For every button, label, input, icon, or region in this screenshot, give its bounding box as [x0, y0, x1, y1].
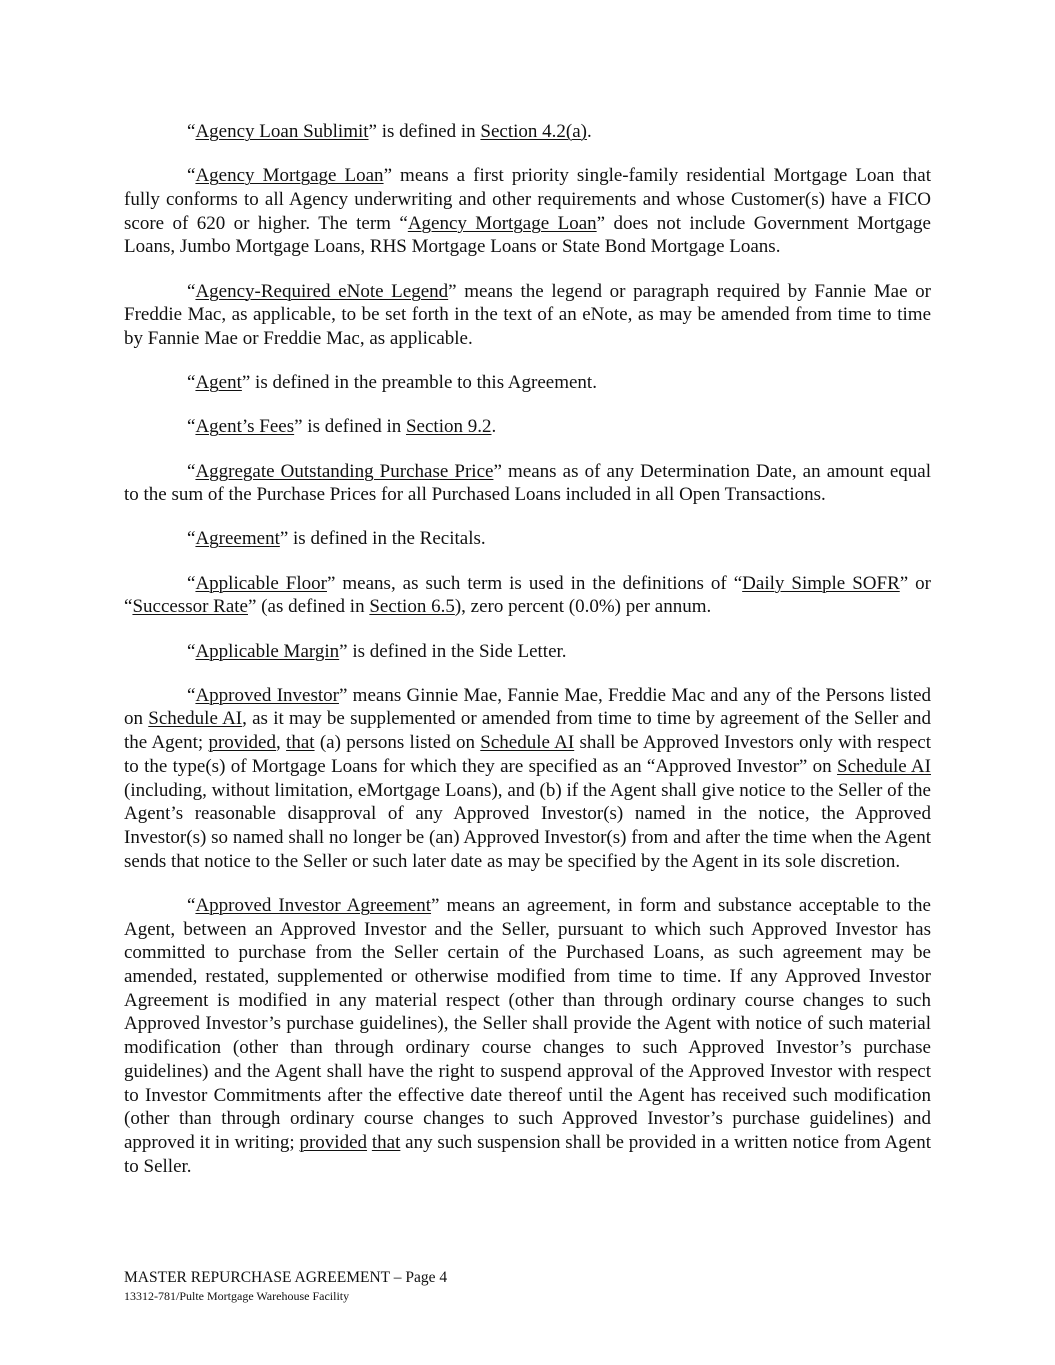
- proviso-word: that: [286, 732, 315, 754]
- defined-term: Approved Investor Agreement: [195, 894, 432, 916]
- defined-term: Approved Investor: [195, 684, 339, 706]
- defined-term: Agency Mortgage Loan: [195, 165, 384, 187]
- footer-title: MASTER REPURCHASE AGREEMENT – Page 4: [124, 1269, 448, 1286]
- footer-docref: 13312-781/Pulte Mortgage Warehouse Facility: [124, 1289, 350, 1303]
- def-agents-fees: “Agent’s Fees” is defined in Section 9.2.: [187, 416, 497, 438]
- defined-term: Daily Simple SOFR: [742, 572, 900, 594]
- proviso-word: provided: [208, 732, 276, 754]
- def-applicable-floor: “Applicable Floor” means, as such term is used in the definitions of “Daily Simple SOFR” or “Successor Rate” (as defined in Section 6.5), zero percent (0.0%) per annum.: [124, 572, 932, 618]
- defined-term: Applicable Floor: [195, 572, 327, 594]
- document-body: [124, 120, 931, 1199]
- defined-term: Agency-Required eNote Legend: [195, 280, 449, 302]
- defined-term: Aggregate Outstanding Purchase Price: [195, 460, 494, 482]
- proviso-word: provided: [299, 1131, 368, 1153]
- def-approved-investor-agreement: “Approved Investor Agreement” means an agreement, in form and substance acceptable to the Agent, between an Approved Investor and the Seller, pursuant to which such Approved Investor has committed to purchase from the Seller certain of the Purchased Loans, as such agreement may be amended, restated, supplemented or otherwise modified from time to time. If any Approved Investor Agreement is modified in any material respect (other than through ordinary course changes to such Approved Investor’s purchase guidelines), the Seller shall provide the Agent with notice of such material modification (other than through ordinary course changes to such Approved Investor’s purchase guidelines) and the Agent shall have the right to suspend approval of the Approved Investor with respect to Investor Commitments after the effective date thereof until the Agent has received such modification (other than through ordinary course changes to such Approved Investor’s purchase guidelines) and approved it in writing; provided that any such suspension shall be provided in a written notice from Agent to Seller.: [124, 894, 931, 1177]
- schedule-ref: Schedule AI: [148, 708, 243, 730]
- defined-term: Successor Rate: [132, 596, 248, 618]
- def-agency-loan-sublimit: “Agency Loan Sublimit” is defined in Section 4.2(a).: [187, 121, 592, 142]
- def-agency-required-enote-legend: “Agency-Required eNote Legend” means the legend or paragraph required by Fannie Mae or Freddie Mac, as applicable, to be set forth in the text of an eNote, as may be amended from time to time by Fannie Mae or Freddie Mac, as applicable.: [124, 280, 931, 349]
- def-aggregate-outstanding-purchase-price: “Aggregate Outstanding Purchase Price” means as of any Determination Date, an amount equal to the sum of the Purchase Prices for all Purchased Loans included in all Open Transactions.: [124, 460, 931, 506]
- proviso-word: that: [371, 1131, 401, 1153]
- defined-term: Agreement: [195, 528, 280, 550]
- defined-term: Agency Mortgage Loan: [407, 212, 597, 234]
- defined-term: Agency Loan Sublimit: [195, 121, 369, 142]
- def-agent: “Agent” is defined in the preamble to this Agreement.: [187, 372, 597, 394]
- defined-term: Applicable Margin: [195, 640, 340, 662]
- def-agency-mortgage-loan: “Agency Mortgage Loan” means a first priority single-family residential Mortgage Loan that fully conforms to all Agency underwriting and other requirements and whose Customer(s) have a FICO score of 620 or higher. The term “Agency Mortgage Loan” does not include Government Mortgage Loans, Jumbo Mortgage Loans, RHS Mortgage Loans or State Bond Mortgage Loans.: [124, 165, 931, 258]
- schedule-ref: Schedule AI: [837, 755, 931, 777]
- section-ref: Section 9.2: [405, 416, 492, 438]
- defined-term: Agent’s Fees: [195, 416, 295, 438]
- defined-term: Agent: [195, 372, 242, 394]
- def-agreement: “Agreement” is defined in the Recitals.: [187, 528, 486, 550]
- schedule-ref: Schedule AI: [480, 732, 575, 754]
- section-ref: Section 6.5: [369, 596, 455, 618]
- section-ref: Section 4.2(a): [480, 121, 587, 142]
- def-approved-investor: “Approved Investor” means Ginnie Mae, Fannie Mae, Freddie Mac and any of the Persons listed on Schedule AI, as it may be supplemented or amended from time to time by agreement of the Seller and the Agent; provided, that (a) persons listed on Schedule AI shall be Approved Investors only with respect to the type(s) of Mortgage Loans for which they are specified as an “Approved Investor” on Schedule AI (including, without limitation, eMortgage Loans), and (b) if the Agent shall give notice to the Seller of the Agent’s reasonable disapproval of any Approved Investor(s) named in the notice, the Approved Investor(s) so named shall no longer be (an) Approved Investor(s) from and after the time when the Agent sends that notice to the Seller or such later date as may be specified by the Agent in its sole discretion.: [124, 684, 932, 872]
- page-footer: [124, 1268, 447, 1304]
- def-applicable-margin: “Applicable Margin” is defined in the Side Letter.: [187, 640, 567, 662]
